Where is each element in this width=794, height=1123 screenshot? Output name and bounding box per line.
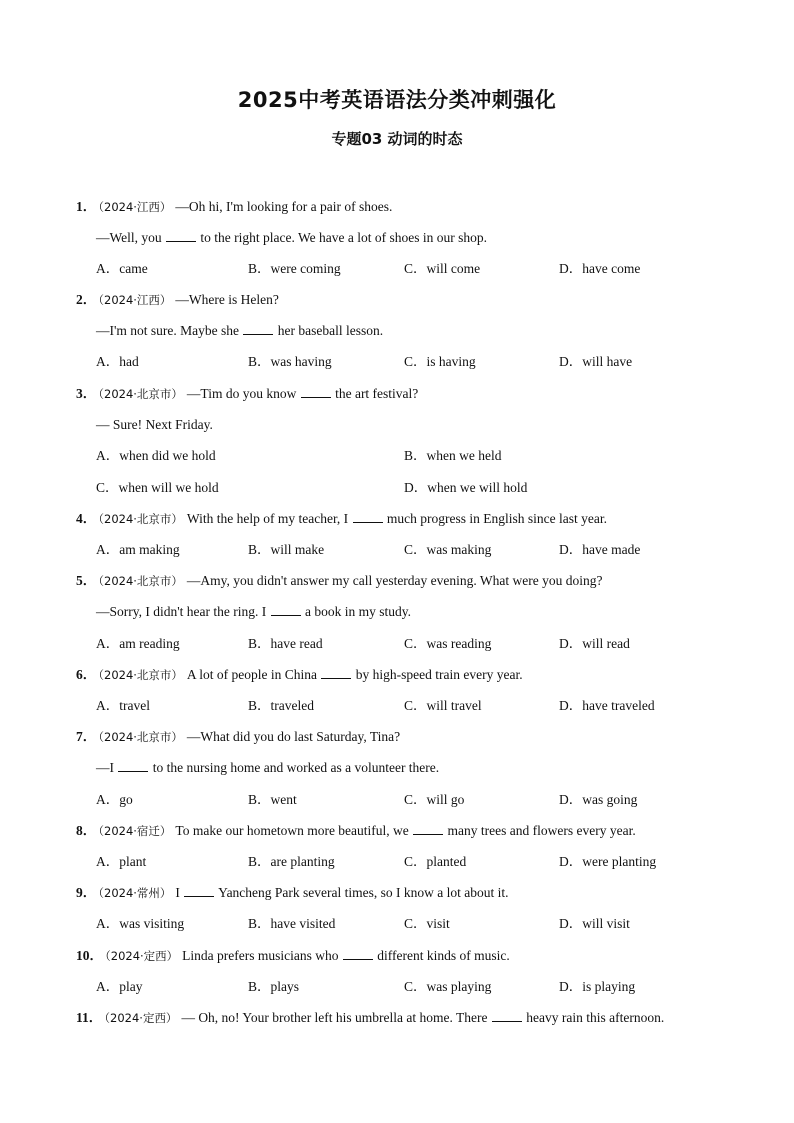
option-c[interactable]: C．was reading: [404, 636, 492, 651]
options-row: [96, 976, 756, 998]
option-a[interactable]: A．go: [96, 792, 133, 807]
option-d[interactable]: D．will read: [559, 636, 630, 651]
options-row: [96, 351, 756, 373]
option-b[interactable]: B．when we held: [404, 448, 502, 463]
option-c[interactable]: C．visit: [404, 916, 450, 931]
question-stem: 3． （2024·北京市） —Tim do you know the art festival?: [76, 386, 419, 401]
option-d[interactable]: D．will have: [559, 354, 633, 369]
options-row: [96, 633, 756, 655]
option-a[interactable]: A．am making: [96, 542, 180, 557]
option-c[interactable]: C．is having: [404, 354, 476, 369]
option-c[interactable]: C．will go: [404, 792, 465, 807]
option-b[interactable]: B．will make: [248, 542, 325, 557]
options-row: [96, 851, 756, 873]
question-stem: —Sorry, I didn't hear the ring. I a book in my study.: [96, 604, 412, 619]
option-b[interactable]: B．were coming: [248, 261, 341, 276]
option-a[interactable]: A．plant: [96, 854, 147, 869]
question-stem: 7． （2024·北京市） —What did you do last Saturday, Tina?: [76, 729, 401, 744]
question-stem: —Well, you to the right place. We have a lot of shoes in our shop.: [96, 230, 488, 245]
answer-blank[interactable]: [413, 821, 443, 835]
question-stem: 2． （2024·江西） —Where is Helen?: [76, 292, 279, 307]
answer-blank[interactable]: [118, 758, 148, 772]
page-subtitle: 专题03 动词的时态: [331, 130, 463, 148]
option-a[interactable]: A．play: [96, 979, 143, 994]
option-c[interactable]: C．planted: [404, 854, 467, 869]
option-b[interactable]: B．traveled: [248, 698, 314, 713]
option-a[interactable]: A．am reading: [96, 636, 180, 651]
question-stem: —I to the nursing home and worked as a volunteer there.: [96, 760, 440, 775]
option-b[interactable]: B．plays: [248, 979, 300, 994]
option-d[interactable]: D．have traveled: [559, 698, 655, 713]
option-d[interactable]: D．when we will hold: [404, 480, 528, 495]
option-c[interactable]: C．was making: [404, 542, 492, 557]
option-b[interactable]: B．went: [248, 792, 297, 807]
option-a[interactable]: A．had: [96, 354, 139, 369]
option-d[interactable]: D．have made: [559, 542, 641, 557]
option-a[interactable]: A．was visiting: [96, 916, 185, 931]
options-row: [96, 695, 756, 717]
answer-blank[interactable]: [353, 509, 383, 523]
question-stem: — Sure! Next Friday.: [96, 417, 213, 432]
page-title: 2025中考英语语法分类冲刺强化: [237, 88, 557, 112]
option-b[interactable]: B．are planting: [248, 854, 335, 869]
question-stem: 11． （2024·定西） — Oh, no! Your brother left his umbrella at home. There heavy rain this afternoon.: [76, 1010, 665, 1025]
option-c[interactable]: C．will come: [404, 261, 481, 276]
question-stem: —I'm not sure. Maybe she her baseball lesson.: [96, 323, 384, 338]
question-stem: 6． （2024·北京市） A lot of people in China by high-speed train every year.: [76, 667, 523, 682]
option-c[interactable]: C．when will we hold: [96, 480, 219, 495]
options-row: [96, 258, 756, 280]
options-row: [96, 789, 756, 811]
option-c[interactable]: C．was playing: [404, 979, 492, 994]
option-b[interactable]: B．have visited: [248, 916, 336, 931]
option-c[interactable]: C．will travel: [404, 698, 482, 713]
option-a[interactable]: A．came: [96, 261, 148, 276]
option-d[interactable]: D．have come: [559, 261, 641, 276]
answer-blank[interactable]: [321, 665, 351, 679]
options-row: [96, 539, 756, 561]
option-b[interactable]: B．was having: [248, 354, 332, 369]
question-stem: 5． （2024·北京市） —Amy, you didn't answer my call yesterday evening. What were you doing?: [76, 573, 603, 588]
option-d[interactable]: D．will visit: [559, 916, 630, 931]
option-a[interactable]: A．travel: [96, 698, 150, 713]
options-row: [96, 913, 756, 935]
option-d[interactable]: D．were planting: [559, 854, 657, 869]
question-stem: 10． （2024·定西） Linda prefers musicians who different kinds of music.: [76, 948, 510, 963]
answer-blank[interactable]: [243, 321, 273, 335]
answer-blank[interactable]: [492, 1008, 522, 1022]
options-row: [96, 445, 756, 467]
question-stem: 8． （2024·宿迁） To make our hometown more beautiful, we many trees and flowers every year.: [76, 823, 636, 838]
answer-blank[interactable]: [271, 602, 301, 616]
question-stem: 4． （2024·北京市） With the help of my teacher, I much progress in English since last year.: [76, 511, 607, 526]
question-stem: 9． （2024·常州） I Yancheng Park several times, so I know a lot about it.: [76, 885, 509, 900]
answer-blank[interactable]: [343, 946, 373, 960]
option-b[interactable]: B．have read: [248, 636, 323, 651]
answer-blank[interactable]: [166, 228, 196, 242]
option-d[interactable]: D．is playing: [559, 979, 636, 994]
option-d[interactable]: D．was going: [559, 792, 638, 807]
answer-blank[interactable]: [301, 384, 331, 398]
question-stem: 1． （2024·江西） —Oh hi, I'm looking for a pair of shoes.: [76, 199, 393, 214]
answer-blank[interactable]: [184, 883, 214, 897]
options-row: [96, 477, 756, 499]
option-a[interactable]: A．when did we hold: [96, 448, 216, 463]
